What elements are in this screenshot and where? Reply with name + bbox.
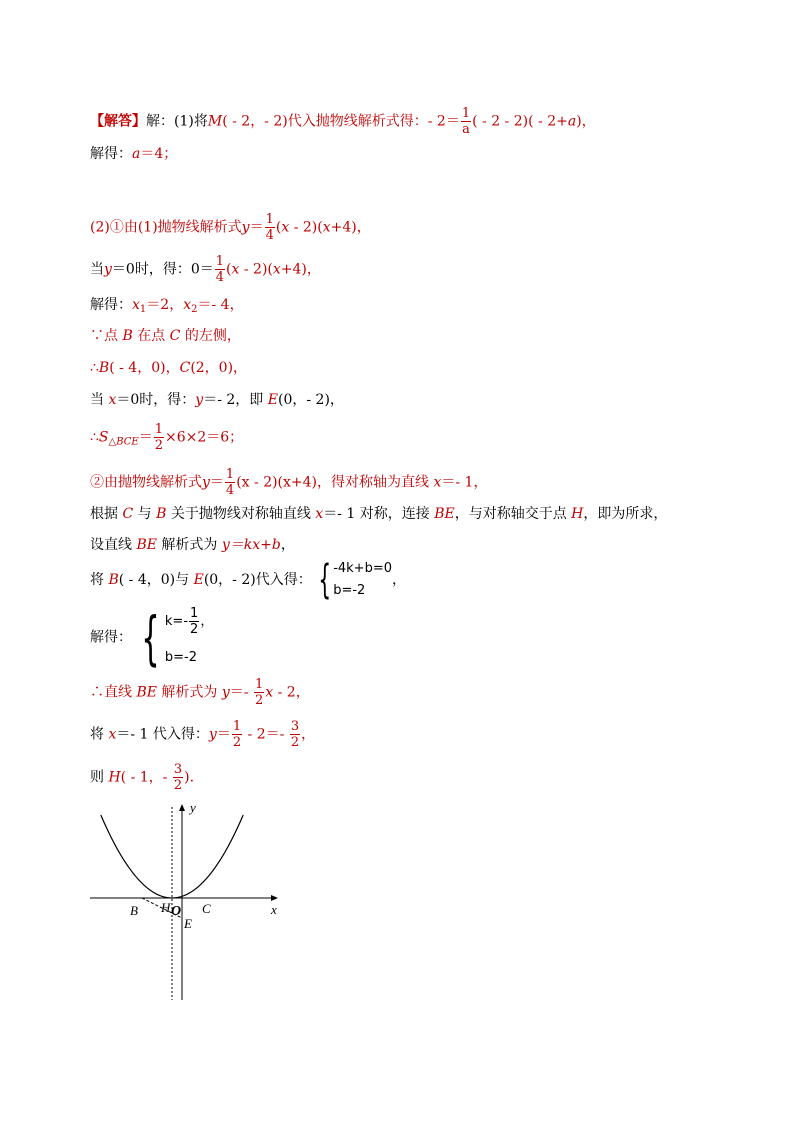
label-y: y [190,800,196,815]
label-o: O [171,904,182,919]
label-h: H [161,900,171,915]
solution-line-4: 当y＝0时，得：0＝ $\frac{1}{4}$ (x - 2)(x+4)， [90,254,321,285]
solution-line-12: 设直线 BE 解析式为 y＝kx+b， [90,537,295,553]
solution-line-8: 当 x＝0时，得：y＝- 2，即 E(0，- 2)， [90,392,344,408]
solution-line-16: 将 x＝- 1 代入得：y＝ $\frac{1}{2}$ - 2＝- $\frac{3}{2}$ ， [90,719,316,750]
solution-line-6: ∵点 B 在点 C 的左侧， [90,328,241,344]
label-c: C [202,901,211,916]
solution-line-13: 将 B( - 4，0)与 E(0，- 2)代入得： { -4k+b=0 b=-2 ， [90,557,406,603]
solution-line-9: $\therefore S_{\triangle BCE}=$ $\frac{1}{2}$ ×6×2＝6； [90,422,244,453]
solution-line-10: ②由抛物线解析式y＝ $\frac{1}{4}$ (x - 2)(x+4)，得对称轴为直线 x＝- 1， [90,467,488,498]
fraction: $\frac{1}{2}$ [232,719,242,750]
solution-line-2: 解得：a＝4； [90,146,178,162]
fraction: $\frac{1}{2}$ [254,677,264,708]
solution-line-5: 解得：$x_1=2$，$x_2=-$ 4， [90,297,244,315]
fraction: $\frac{1}{a}$ [461,106,471,137]
fraction: $\frac{1}{2}$ [154,422,163,453]
label-e: E [184,916,192,931]
label-b: B [130,903,138,918]
solution-line-3: (2)①由(1)抛物线解析式y＝ $\frac{1}{4}$ (x - 2)(x+4)， [90,212,371,243]
fraction: $\frac{1}{4}$ [215,254,225,285]
fraction: $\frac{3}{2}$ [290,719,300,750]
equation-system: { k=- $\frac{1}{2}$ ， b=-2 [141,603,214,672]
fraction: $\frac{1}{4}$ [265,212,274,243]
fraction: $\frac{1}{4}$ [225,467,235,498]
solution-line-7: ∴B( - 4，0)，C(2，0)， [90,360,248,376]
equation-system: { -4k+b=0 b=-2 [318,557,392,603]
solution-line-11: 根据 C 与 B 关于抛物线对称轴直线 x＝- 1 对称，连接 BE，与对称轴交于点 H，即为所求， [90,506,668,522]
solution-line-17: 则 H( - 1，- $\frac{3}{2}$ ). [90,762,195,793]
parabola-figure [85,795,295,1005]
label-x: x [271,902,277,917]
answer-label: 【解答】 [90,113,146,130]
fraction: $\frac{1}{2}$ [190,606,199,637]
solution-line-1: 【解答】解：(1)将M( - 2，- 2)代入抛物线解析式得：- 2＝ $\frac{1}{a}$ ( - 2 - 2)( - 2+a)， [90,106,596,137]
fraction: $\frac{3}{2}$ [173,762,183,793]
solution-line-15: ∴直线 BE 解析式为 y＝- $\frac{1}{2}$ x - 2， [90,677,310,708]
solution-line-14: 解得： { k=- $\frac{1}{2}$ ， b=-2 [90,603,214,672]
